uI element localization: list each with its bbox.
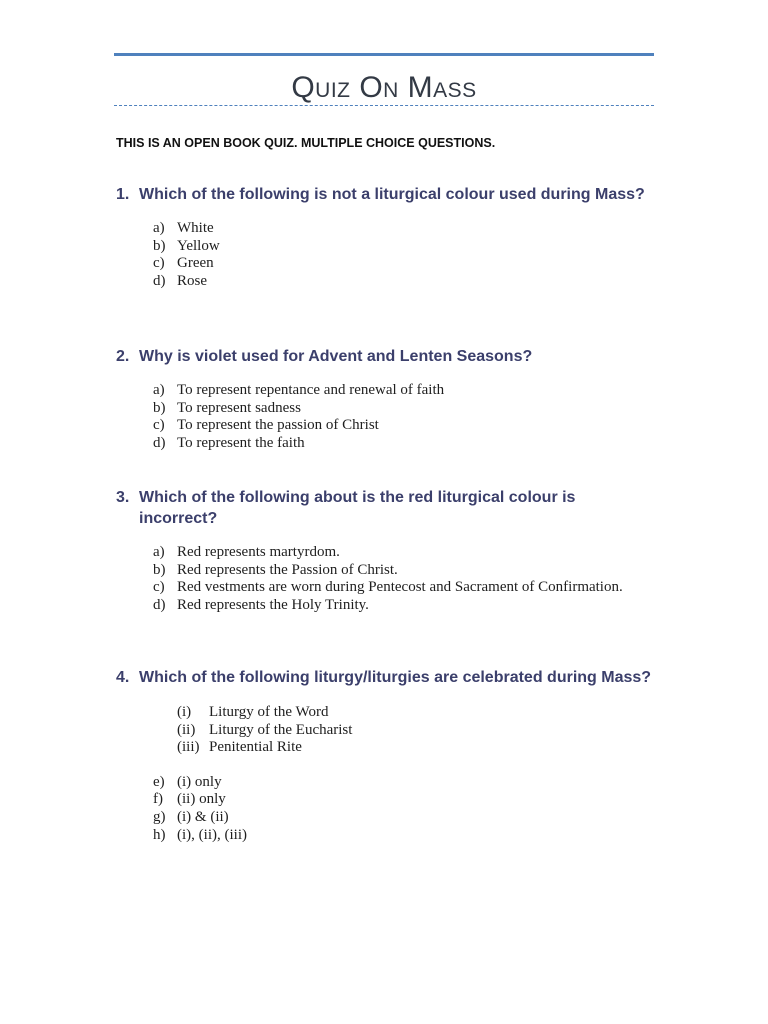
option-text: Red vestments are worn during Pentecost and Sacrament of Confirmation. — [177, 579, 623, 596]
sub-item — [177, 722, 656, 740]
answer-options — [116, 220, 656, 290]
option-label: c) — [153, 579, 165, 596]
answer-options — [116, 544, 656, 614]
liturgy-sub-items — [116, 704, 656, 757]
question-heading — [116, 346, 656, 367]
sub-item-label: (i) — [177, 704, 192, 720]
answer-options — [116, 774, 656, 844]
sub-item-text: Liturgy of the Eucharist — [209, 721, 353, 738]
answer-option — [153, 774, 656, 792]
sub-item-label: (iii) — [177, 739, 200, 756]
sub-item-text: Liturgy of the Word — [209, 704, 329, 720]
option-text: (i), (ii), (iii) — [177, 826, 247, 843]
option-label: c) — [153, 255, 165, 272]
option-label: a) — [153, 220, 165, 236]
option-label: a) — [153, 382, 165, 398]
question-number: 4. — [116, 669, 130, 686]
option-text: Green — [177, 255, 214, 272]
answer-option — [153, 544, 656, 562]
option-label: g) — [153, 808, 166, 825]
question-text: Which of the following liturgy/liturgies are celebrated during Mass? — [139, 669, 652, 686]
option-text: White — [177, 220, 214, 236]
option-text: Red represents the Holy Trinity. — [177, 596, 369, 613]
answer-option — [153, 400, 656, 418]
answer-option — [153, 562, 656, 580]
question-3 — [116, 487, 656, 614]
sub-item — [177, 704, 656, 722]
option-text: (i) & (ii) — [177, 808, 229, 825]
answer-option — [153, 435, 656, 453]
answer-option — [153, 579, 656, 597]
question-1 — [116, 184, 656, 290]
sub-item-text: Penitential Rite — [209, 739, 302, 756]
answer-option — [153, 220, 656, 238]
option-text: Red represents the Passion of Christ. — [177, 561, 398, 578]
option-text: To represent the faith — [177, 434, 305, 451]
option-label: e) — [153, 773, 165, 790]
answer-option — [153, 238, 656, 256]
option-label: d) — [153, 272, 166, 289]
answer-options — [116, 382, 656, 452]
option-text: To represent the passion of Christ — [177, 417, 379, 434]
answer-option — [153, 827, 656, 845]
question-number: 1. — [116, 186, 130, 203]
answer-option — [153, 809, 656, 827]
option-text: (i) only — [177, 773, 222, 790]
option-label: c) — [153, 417, 165, 434]
sub-item-label: (ii) — [177, 721, 196, 738]
answer-option — [153, 382, 656, 400]
option-label: d) — [153, 434, 166, 451]
question-text: Which of the following is not a liturgical colour used during Mass? — [139, 186, 645, 203]
option-text: Yellow — [177, 237, 220, 254]
question-2 — [116, 346, 656, 452]
question-text: Why is violet used for Advent and Lenten Seasons? — [139, 348, 533, 365]
question-number: 2. — [116, 348, 130, 365]
question-text: Which of the following about is the red liturgical colour is incorrect? — [139, 489, 576, 527]
option-label: d) — [153, 596, 166, 613]
answer-option — [153, 597, 656, 615]
option-label: b) — [153, 237, 166, 254]
title-dotted-rule — [114, 105, 654, 106]
option-text: To represent sadness — [177, 399, 301, 416]
option-label: a) — [153, 544, 165, 560]
quiz-instructions: THIS IS AN OPEN BOOK QUIZ. MULTIPLE CHOICE QUESTIONS. — [116, 136, 496, 150]
question-4 — [116, 667, 656, 844]
answer-option — [153, 791, 656, 809]
question-heading — [116, 487, 656, 529]
option-text: Rose — [177, 272, 207, 289]
option-text: (ii) only — [177, 791, 226, 808]
option-label: b) — [153, 399, 166, 416]
answer-option — [153, 417, 656, 435]
option-text: Red represents martyrdom. — [177, 544, 340, 560]
option-label: b) — [153, 561, 166, 578]
page-title: Quiz On Mass — [291, 71, 477, 104]
option-label: h) — [153, 826, 166, 843]
sub-item — [177, 739, 656, 757]
question-heading — [116, 184, 656, 205]
question-number: 3. — [116, 489, 130, 506]
answer-option — [153, 273, 656, 291]
option-label: f) — [153, 791, 163, 808]
option-text: To represent repentance and renewal of faith — [177, 382, 445, 398]
question-heading — [116, 667, 656, 688]
title-top-rule — [114, 53, 654, 56]
answer-option — [153, 255, 656, 273]
